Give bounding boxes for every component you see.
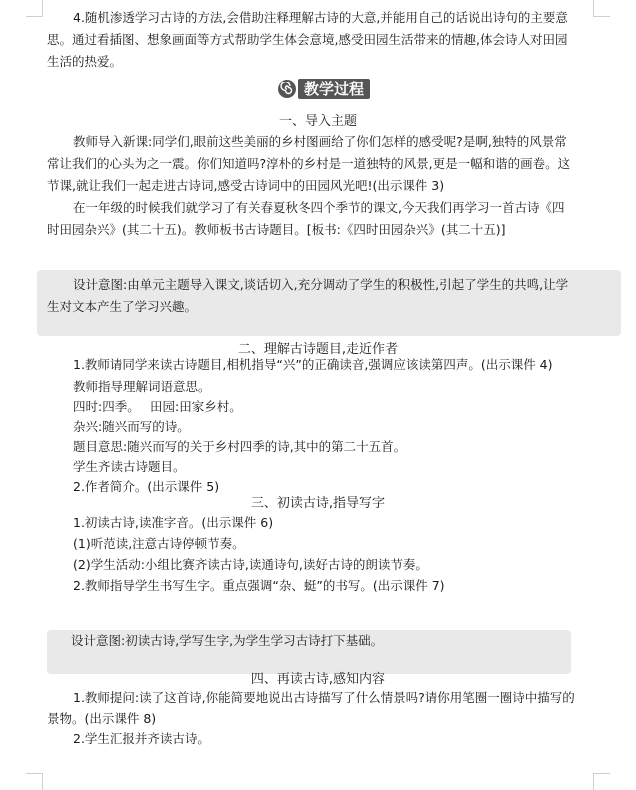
section-2-line-3a: 四时:四季。 bbox=[73, 399, 140, 414]
section-2-line-2: 教师指导理解词语意思。 bbox=[73, 379, 211, 394]
crop-mark-top-right bbox=[593, 0, 610, 17]
section-2-heading: 二、理解古诗题目,走近作者 bbox=[237, 342, 399, 357]
section-3-heading: 三、初读古诗,指导写字 bbox=[250, 496, 386, 511]
section-4-heading: 四、再读古诗,感知内容 bbox=[250, 672, 386, 687]
section-2-line-3b: 田园:田家乡村。 bbox=[150, 399, 242, 414]
section-3-line-1: 1.初读古诗,读准字音。(出示课件 6) bbox=[73, 515, 274, 530]
objective-4-line-1: 4.随机渗透学习古诗的方法,会借助注释理解古诗的大意,并能用自己的话说出诗句的主要意 bbox=[73, 10, 568, 25]
banner-label: 教学过程 bbox=[298, 79, 370, 99]
section-1-p2-line-1: 在一年级的时候我们就学习了有关春夏秋冬四个季节的课文,今天我们再学习一首古诗《四 bbox=[73, 200, 565, 215]
section-2-line-7: 2.作者简介。(出示课件 5) bbox=[73, 479, 220, 494]
teaching-process-banner bbox=[278, 78, 370, 100]
section-2-line-4: 杂兴:随兴而写的诗。 bbox=[73, 419, 190, 434]
section-4-line-1: 1.教师提问:读了这首诗,你能简要地说出古诗描写了什么情景吗?请你用笔圈一圈诗中描写的 bbox=[73, 690, 575, 705]
section-1-p2-line-2: 时田园杂兴》(其二十五)。教师板书古诗题目。[板书:《四时田园杂兴》(其二十五)] bbox=[47, 222, 506, 237]
design-intent-2-line-1: 设计意图:初读古诗,学写生字,为学生学习古诗打下基础。 bbox=[71, 633, 384, 648]
objective-4-line-2: 思。通过看插图、想象画面等方式帮助学生体会意境,感受田园生活带来的情趣,体会诗人对田园 bbox=[47, 32, 568, 47]
objective-4-line-3: 生活的热爱。 bbox=[47, 54, 123, 69]
design-intent-1-line-1: 设计意图:由单元主题导入课文,谈话切入,充分调动了学生的积极性,引起了学生的共鸣,让学 bbox=[73, 277, 569, 292]
section-3-line-2: (1)听范读,注意古诗停顿节奏。 bbox=[73, 536, 245, 551]
section-2-line-6: 学生齐读古诗题目。 bbox=[73, 459, 186, 474]
section-1-heading: 一、导入主题 bbox=[278, 114, 357, 129]
crop-mark-bottom-right bbox=[593, 773, 610, 790]
crop-mark-top-left bbox=[26, 0, 43, 17]
snail-icon bbox=[278, 80, 296, 98]
section-1-p1-line-2: 常让我们的心头为之一震。你们知道吗?淳朴的乡村是一道独特的风景,更是一幅和谐的画卷。这 bbox=[47, 156, 571, 171]
section-2-line-1: 1.教师请同学来读古诗题目,相机指导“兴”的正确读音,强调应该读第四声。(出示课件 4) bbox=[73, 357, 553, 372]
section-3-line-4: 2.教师指导学生书写生字。重点强调“杂、蜓”的书写。(出示课件 7) bbox=[73, 578, 445, 593]
crop-mark-bottom-left bbox=[26, 773, 43, 790]
section-1-p1-line-3: 节课,就让我们一起走进古诗词,感受古诗词中的田园风光吧!(出示课件 3) bbox=[47, 178, 445, 193]
section-4-line-2: 景物。(出示课件 8) bbox=[47, 711, 157, 726]
section-4-line-3: 2.学生汇报并齐读古诗。 bbox=[73, 731, 210, 746]
section-2-line-5: 题目意思:随兴而写的关于乡村四季的诗,其中的第二十五首。 bbox=[73, 439, 407, 454]
section-1-p1-line-1: 教师导入新课:同学们,眼前这些美丽的乡村图画给了你们怎样的感受呢?是啊,独特的风景常 bbox=[73, 134, 567, 149]
section-3-line-3: (2)学生活动:小组比赛齐读古诗,读通诗句,读好古诗的朗读节奏。 bbox=[73, 557, 428, 572]
design-intent-box-1 bbox=[37, 270, 621, 336]
design-intent-1-line-2: 生对文本产生了学习兴趣。 bbox=[47, 299, 198, 314]
